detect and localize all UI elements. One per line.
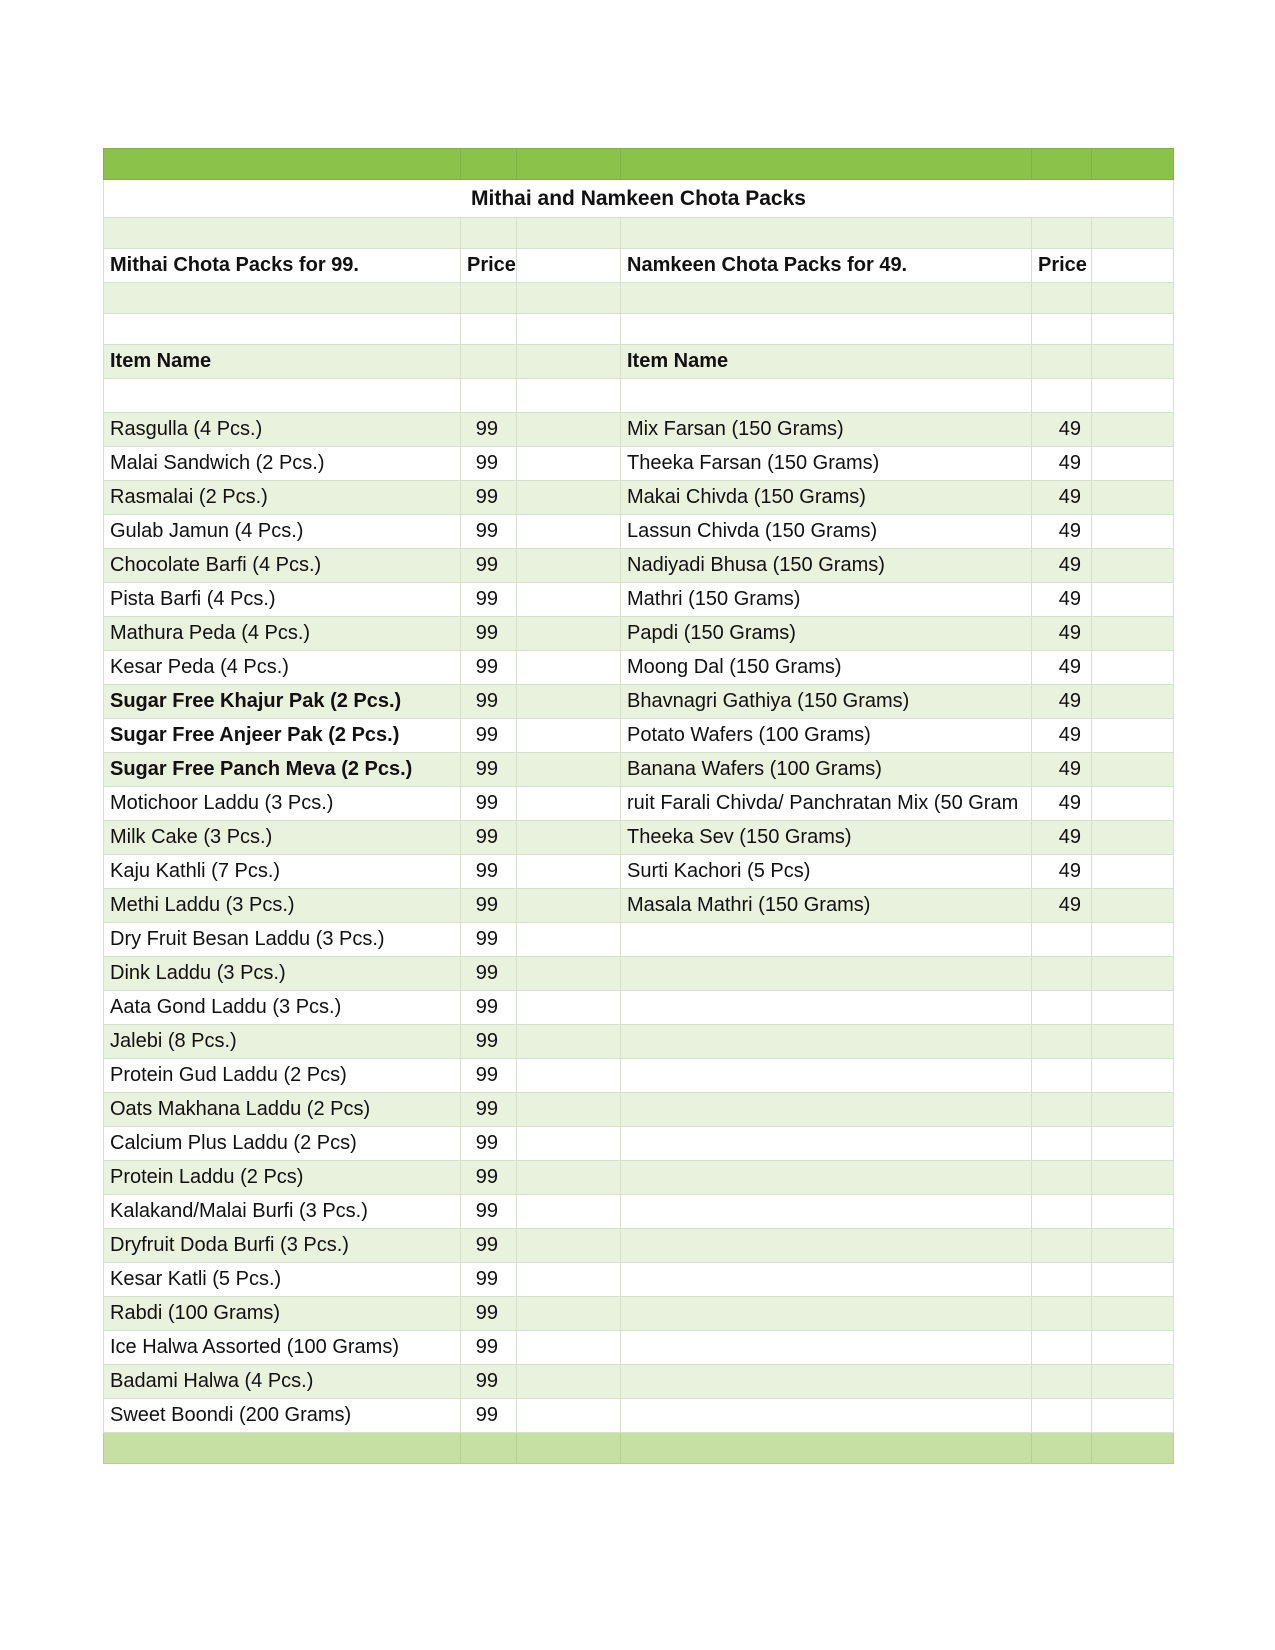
mithai-item-name: Ice Halwa Assorted (100 Grams) [104,1331,461,1365]
mithai-item-price: 99 [461,651,517,685]
namkeen-item-name: Lassun Chivda (150 Grams) [621,515,1032,549]
namkeen-item-price: 49 [1032,753,1092,787]
table-row [104,787,1174,821]
mithai-item-price: 99 [461,1399,517,1433]
mithai-item-price: 99 [461,685,517,719]
mithai-item-name: Pista Barfi (4 Pcs.) [104,583,461,617]
table-row [104,1161,1174,1195]
table-row [104,1399,1174,1433]
mithai-item-price: 99 [461,1331,517,1365]
mithai-item-name: Dink Laddu (3 Pcs.) [104,957,461,991]
mithai-item-price: 99 [461,583,517,617]
table-row [104,855,1174,889]
spacer-row [104,314,1174,345]
mithai-item-price: 99 [461,855,517,889]
mithai-item-name: Methi Laddu (3 Pcs.) [104,889,461,923]
spacer-row [104,218,1174,249]
namkeen-item-name: Potato Wafers (100 Grams) [621,719,1032,753]
mithai-item-name: Motichoor Laddu (3 Pcs.) [104,787,461,821]
table-row [104,583,1174,617]
column-header-row [104,345,1174,379]
mithai-item-name: Protein Gud Laddu (2 Pcs) [104,1059,461,1093]
mithai-item-name: Kaju Kathli (7 Pcs.) [104,855,461,889]
price-list-table [103,148,1174,1464]
mithai-item-name: Kalakand/Malai Burfi (3 Pcs.) [104,1195,461,1229]
namkeen-item-price: 49 [1032,719,1092,753]
table-row [104,753,1174,787]
table-row [104,991,1174,1025]
table-row [104,889,1174,923]
mithai-item-name: Milk Cake (3 Pcs.) [104,821,461,855]
mithai-item-price: 99 [461,549,517,583]
mithai-item-name: Jalebi (8 Pcs.) [104,1025,461,1059]
mithai-item-price: 99 [461,1161,517,1195]
mithai-item-price: 99 [461,753,517,787]
namkeen-item-price: 49 [1032,889,1092,923]
section-heading-row [104,249,1174,283]
table-row [104,549,1174,583]
namkeen-item-name: Bhavnagri Gathiya (150 Grams) [621,685,1032,719]
spacer-row [104,283,1174,314]
mithai-item-name: Rasmalai (2 Pcs.) [104,481,461,515]
mithai-item-price: 99 [461,991,517,1025]
mithai-item-name: Badami Halwa (4 Pcs.) [104,1365,461,1399]
mithai-item-price: 99 [461,787,517,821]
table-row [104,1025,1174,1059]
mithai-item-price: 99 [461,1365,517,1399]
namkeen-item-price: 49 [1032,549,1092,583]
mithai-item-name: Kesar Katli (5 Pcs.) [104,1263,461,1297]
table-row [104,1059,1174,1093]
mithai-item-price: 99 [461,1297,517,1331]
namkeen-item-price: 49 [1032,515,1092,549]
mithai-item-price: 99 [461,719,517,753]
mithai-item-name: Calcium Plus Laddu (2 Pcs) [104,1127,461,1161]
table-row [104,413,1174,447]
mithai-item-name: Oats Makhana Laddu (2 Pcs) [104,1093,461,1127]
table-row [104,1297,1174,1331]
mithai-item-price: 99 [461,821,517,855]
mithai-item-name: Rasgulla (4 Pcs.) [104,413,461,447]
namkeen-item-price: 49 [1032,617,1092,651]
namkeen-heading: Namkeen Chota Packs for 49. [621,249,1032,283]
table-row [104,719,1174,753]
namkeen-item-price: 49 [1032,821,1092,855]
namkeen-item-name: Mix Farsan (150 Grams) [621,413,1032,447]
mithai-item-price: 99 [461,1127,517,1161]
namkeen-item-name: Banana Wafers (100 Grams) [621,753,1032,787]
mithai-item-price: 99 [461,617,517,651]
mithai-item-name: Sugar Free Khajur Pak (2 Pcs.) [104,685,461,719]
namkeen-item-name: Surti Kachori (5 Pcs) [621,855,1032,889]
table-row [104,1229,1174,1263]
mithai-item-price: 99 [461,515,517,549]
table-row [104,1093,1174,1127]
namkeen-item-name: Papdi (150 Grams) [621,617,1032,651]
mithai-item-name: Sugar Free Panch Meva (2 Pcs.) [104,753,461,787]
mithai-item-price: 99 [461,481,517,515]
mithai-item-name: Kesar Peda (4 Pcs.) [104,651,461,685]
namkeen-item-price: 49 [1032,447,1092,481]
title-row [104,180,1174,218]
mithai-item-price: 99 [461,1093,517,1127]
table-row [104,1263,1174,1297]
mithai-item-header: Item Name [104,345,461,379]
namkeen-item-price: 49 [1032,787,1092,821]
mithai-item-name: Sugar Free Anjeer Pak (2 Pcs.) [104,719,461,753]
mithai-heading: Mithai Chota Packs for 99. [104,249,461,283]
top-band [104,149,1174,180]
namkeen-item-header: Item Name [621,345,1032,379]
table-row [104,1195,1174,1229]
mithai-item-name: Sweet Boondi (200 Grams) [104,1399,461,1433]
mithai-item-name: Mathura Peda (4 Pcs.) [104,617,461,651]
mithai-item-name: Rabdi (100 Grams) [104,1297,461,1331]
mithai-item-price: 99 [461,413,517,447]
namkeen-item-name: Masala Mathri (150 Grams) [621,889,1032,923]
table-row [104,651,1174,685]
mithai-item-name: Dry Fruit Besan Laddu (3 Pcs.) [104,923,461,957]
table-row [104,481,1174,515]
namkeen-item-price: 49 [1032,651,1092,685]
mithai-item-name: Protein Laddu (2 Pcs) [104,1161,461,1195]
mithai-item-name: Gulab Jamun (4 Pcs.) [104,515,461,549]
mithai-item-price: 99 [461,1263,517,1297]
table-row [104,1127,1174,1161]
mithai-item-price: 99 [461,923,517,957]
table-row [104,1331,1174,1365]
mithai-item-price: 99 [461,1025,517,1059]
bottom-band [104,1433,1174,1464]
page-title: Mithai and Namkeen Chota Packs [104,180,1174,218]
namkeen-item-price: 49 [1032,855,1092,889]
namkeen-item-name: Nadiyadi Bhusa (150 Grams) [621,549,1032,583]
namkeen-item-name: Theeka Farsan (150 Grams) [621,447,1032,481]
table-row [104,617,1174,651]
table-row [104,447,1174,481]
namkeen-item-name: Theeka Sev (150 Grams) [621,821,1032,855]
mithai-item-price: 99 [461,1229,517,1263]
mithai-item-price: 99 [461,957,517,991]
mithai-item-name: Malai Sandwich (2 Pcs.) [104,447,461,481]
table-row [104,957,1174,991]
table-row [104,685,1174,719]
mithai-item-name: Aata Gond Laddu (3 Pcs.) [104,991,461,1025]
namkeen-item-price: 49 [1032,583,1092,617]
namkeen-item-price: 49 [1032,481,1092,515]
table-row [104,1365,1174,1399]
spacer-row [104,379,1174,413]
mithai-item-price: 99 [461,889,517,923]
namkeen-item-name: Moong Dal (150 Grams) [621,651,1032,685]
mithai-item-price: 99 [461,447,517,481]
mithai-item-name: Dryfruit Doda Burfi (3 Pcs.) [104,1229,461,1263]
namkeen-item-price: 49 [1032,685,1092,719]
namkeen-item-name: Mathri (150 Grams) [621,583,1032,617]
namkeen-item-name: ruit Farali Chivda/ Panchratan Mix (50 Gram [621,787,1032,821]
namkeen-item-price: 49 [1032,413,1092,447]
mithai-price-header: Price [461,249,517,283]
table-row [104,923,1174,957]
table-row [104,515,1174,549]
mithai-item-price: 99 [461,1059,517,1093]
mithai-item-name: Chocolate Barfi (4 Pcs.) [104,549,461,583]
table-row [104,821,1174,855]
namkeen-item-name: Makai Chivda (150 Grams) [621,481,1032,515]
mithai-item-price: 99 [461,1195,517,1229]
namkeen-price-header: Price [1032,249,1092,283]
